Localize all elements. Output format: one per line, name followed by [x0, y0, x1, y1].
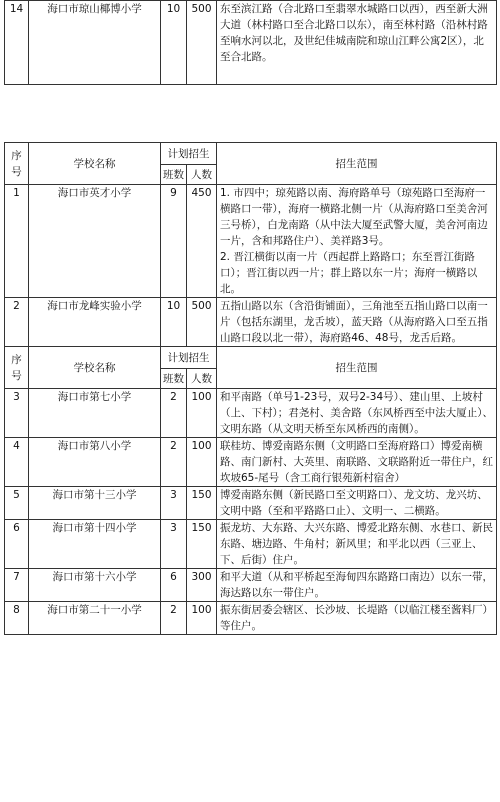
class-count: 10 [161, 1, 187, 85]
school-name: 海口市第十三小学 [29, 487, 161, 520]
student-count: 300 [187, 569, 217, 602]
table-row [5, 520, 497, 569]
row-seq: 7 [5, 569, 29, 602]
enrollment-scope: 五指山路以东（含沿街铺面），三角池至五指山路口以南一片（包括东湖里，龙舌坡），蓝天路（从海府路入口至五指山路口段以北一带），海府路46、48号，龙舌后路。 [217, 298, 497, 347]
table-row [5, 389, 497, 438]
header-school-name: 学校名称 [29, 347, 161, 389]
header-row [5, 143, 497, 165]
row-seq: 8 [5, 602, 29, 635]
enrollment-scope [217, 185, 497, 298]
scope-paragraph: 1. 市四中；琼苑路以南、海府路单号（琼苑路口至海府一横路口一带），海府一横路北侧一片（从海府路口至美舍河三号桥），白龙南路（从中法大厦至武警大厦，美舍河南边一片，含和邦路住户）、美祥路3号。 [220, 187, 488, 247]
table-row [5, 602, 497, 635]
table-row [5, 185, 497, 298]
class-count: 3 [161, 520, 187, 569]
header-seq: 序号 [5, 347, 29, 389]
student-count: 500 [187, 298, 217, 347]
header-scope: 招生范围 [217, 143, 497, 185]
school-name: 海口市第十四小学 [29, 520, 161, 569]
header-scope: 招生范围 [217, 347, 497, 389]
class-count: 9 [161, 185, 187, 298]
table-row [5, 487, 497, 520]
row-seq: 4 [5, 438, 29, 487]
student-count: 150 [187, 487, 217, 520]
school-name: 海口市第十六小学 [29, 569, 161, 602]
enrollment-scope: 东至滨江路（合北路口至翡翠水城路口以西），西至新大洲大道（林村路口至合北路口以东），南至林村路（沿林村路至响水河以北，及世纪佳城南院和琼山江畔公寓2区），北至合北路。 [217, 1, 497, 85]
school-name: 海口市第八小学 [29, 438, 161, 487]
row-seq: 3 [5, 389, 29, 438]
student-count: 100 [187, 602, 217, 635]
class-count: 2 [161, 438, 187, 487]
class-count: 2 [161, 602, 187, 635]
enrollment-scope: 联桂坊、博爱南路东侧（文明路口至海府路口）博爱南横路、南门新村、大英里、南联路、文联路附近一带住户，红坎坡65-尾号（含工商行银苑新村宿舍） [217, 438, 497, 487]
school-name: 海口市第七小学 [29, 389, 161, 438]
enrollment-scope: 和平南路（单号1-23号，双号2-34号）、建山里、上坡村（上、下村）；君尧村、美舍路（东风桥西至中法大厦止）、文明东路（从文明天桥至东风桥西的南侧）。 [217, 389, 497, 438]
enrollment-scope: 博爱南路东侧（新民路口至文明路口）、龙文坊、龙兴坊、文明中路（至和平路路口止）、文明一、二横路。 [217, 487, 497, 520]
enrollment-scope: 振东街居委会辖区、长沙坡、长堤路（以临江楼至酱料厂）等住户。 [217, 602, 497, 635]
student-count: 500 [187, 1, 217, 85]
row-seq: 5 [5, 487, 29, 520]
table-row [5, 438, 497, 487]
header-people: 人数 [187, 165, 217, 185]
header-row [5, 347, 497, 369]
student-count: 100 [187, 438, 217, 487]
enrollment-scope: 振龙坊、大东路、大兴东路、博爱北路东侧、水巷口、新民东路、塘边路、牛角村；新风里；和平北以西（三亚上、下、后街）住户。 [217, 520, 497, 569]
student-count: 100 [187, 389, 217, 438]
enrollment-table [4, 142, 497, 635]
class-count: 6 [161, 569, 187, 602]
table-row [5, 1, 497, 85]
school-name: 海口市英才小学 [29, 185, 161, 298]
header-seq: 序号 [5, 143, 29, 185]
header-classes: 班数 [161, 165, 187, 185]
school-name: 海口市琼山椰博小学 [29, 1, 161, 85]
class-count: 2 [161, 389, 187, 438]
row-seq: 2 [5, 298, 29, 347]
header-school-name: 学校名称 [29, 143, 161, 185]
enrollment-scope: 和平大道（从和平桥起至海甸四东路路口南边）以东一带，海达路以东一带住户。 [217, 569, 497, 602]
student-count: 150 [187, 520, 217, 569]
header-plan: 计划招生 [161, 347, 217, 369]
school-name: 海口市第二十一小学 [29, 602, 161, 635]
header-classes: 班数 [161, 369, 187, 389]
table-row [5, 569, 497, 602]
row-seq: 1 [5, 185, 29, 298]
top-table-fragment [4, 0, 497, 85]
class-count: 10 [161, 298, 187, 347]
school-name: 海口市龙峰实验小学 [29, 298, 161, 347]
class-count: 3 [161, 487, 187, 520]
row-seq: 14 [5, 1, 29, 85]
header-plan: 计划招生 [161, 143, 217, 165]
header-people: 人数 [187, 369, 217, 389]
scope-paragraph: 2. 晋江横街以南一片（西起群上路路口；东至晋江街路口）；晋江街以西一片；群上路以东一片；海府一横路以北。 [220, 251, 478, 295]
student-count: 450 [187, 185, 217, 298]
row-seq: 6 [5, 520, 29, 569]
table-row [5, 298, 497, 347]
